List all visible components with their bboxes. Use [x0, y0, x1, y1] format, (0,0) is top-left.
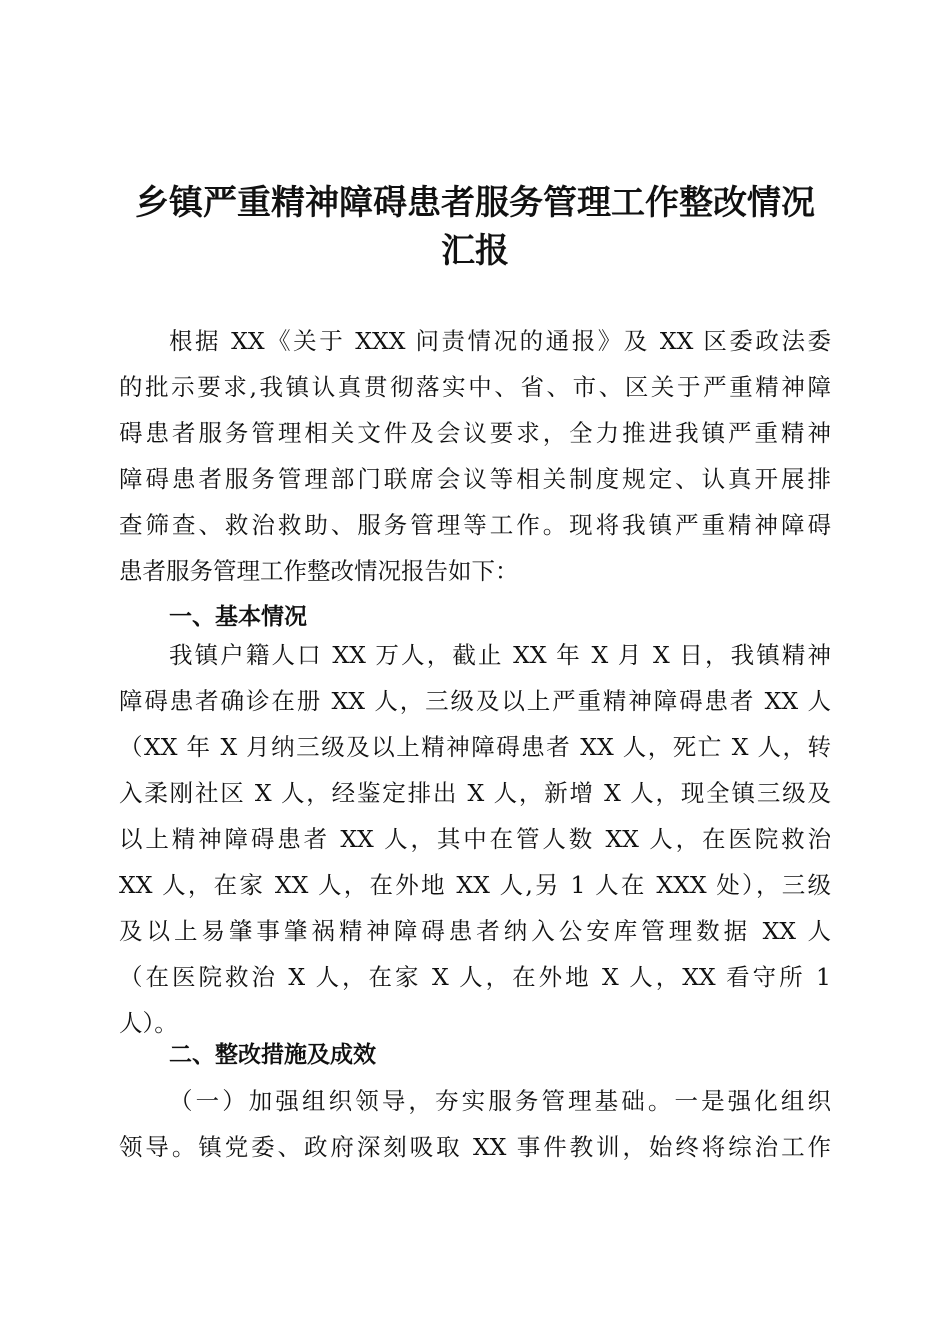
- section-1-line: XX 人，在家 XX 人，在外地 XX 人,另 1 人在 XXX 处），三级: [119, 871, 831, 899]
- document-title-line-2: 汇报: [441, 231, 509, 271]
- section-2-paragraph: [119, 1078, 831, 1170]
- document-title-line-1: 乡镇严重精神障碍患者服务管理工作整改情况: [135, 183, 815, 223]
- section-1-paragraph: [119, 632, 831, 1046]
- section-1-line: （在医院救治 X 人，在家 X 人，在外地 X 人，XX 看守所 1: [119, 963, 831, 991]
- intro-line: 查筛查、救治救助、服务管理等工作。现将我镇严重精神障碍: [119, 511, 831, 539]
- section-1-line: 以上精神障碍患者 XX 人，其中在管人数 XX 人，在医院救治: [119, 825, 831, 853]
- section-1-line: 入柔刚社区 X 人，经鉴定排出 X 人，新增 X 人，现全镇三级及: [119, 779, 831, 807]
- section-1-line: 我镇户籍人口 XX 万人，截止 XX 年 X 月 X 日，我镇精神: [169, 641, 831, 669]
- section-2-line: （一）加强组织领导，夯实服务管理基础。一是强化组织: [169, 1087, 831, 1115]
- section-1-line: 障碍患者确诊在册 XX 人，三级及以上严重精神障碍患者 XX 人: [119, 687, 831, 715]
- section-1-line: 及以上易肇事肇祸精神障碍患者纳入公安库管理数据 XX 人: [119, 917, 831, 945]
- section-2-heading: 二、整改措施及成效: [169, 1042, 376, 1068]
- section-1-heading: 一、基本情况: [169, 604, 307, 630]
- intro-line: 的批示要求,我镇认真贯彻落实中、省、市、区关于严重精神障: [119, 373, 831, 401]
- section-2-line: 领导。镇党委、政府深刻吸取 XX 事件教训，始终将综治工作: [119, 1133, 831, 1161]
- intro-line: 障碍患者服务管理部门联席会议等相关制度规定、认真开展排: [119, 465, 831, 493]
- intro-line: 患者服务管理工作整改情况报告如下：: [119, 557, 519, 585]
- intro-line: 根据 XX《关于 XXX 问责情况的通报》及 XX 区委政法委: [169, 327, 831, 355]
- section-1-line: （XX 年 X 月纳三级及以上精神障碍患者 XX 人，死亡 X 人，转: [119, 733, 831, 761]
- intro-paragraph: [119, 318, 831, 594]
- intro-line: 碍患者服务管理相关文件及会议要求，全力推进我镇严重精神: [119, 419, 831, 447]
- section-1-line: 人）。: [119, 1009, 178, 1037]
- section-2-heading-block: [119, 1032, 831, 1078]
